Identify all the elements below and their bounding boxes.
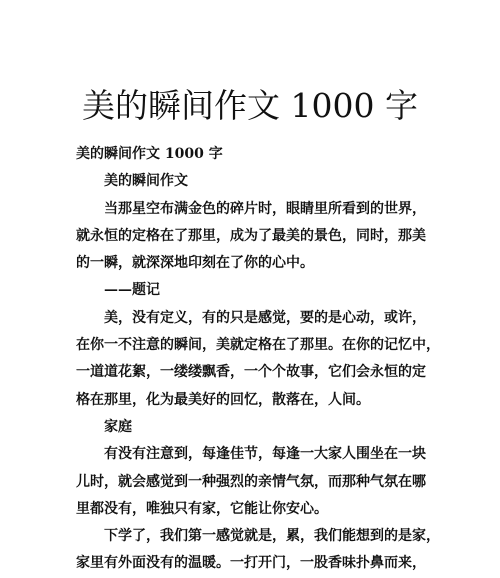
- main-title: 美的瞬间作文 1000 字: [82, 86, 418, 125]
- paragraph-line: 格在那里，化为最美好的回忆，散落在，人间。: [76, 391, 370, 408]
- document-body: [76, 141, 440, 578]
- paragraph-line: 就永恒的定格在了那里，成为了最美的景色，同时，那美: [76, 227, 426, 244]
- paragraph-line: 里都没有，唯独只有家，它能让你安心。: [76, 500, 328, 517]
- paragraph-line: 美，没有定义，有的只是感觉，要的是心动，或许，: [104, 309, 426, 326]
- paragraph-line: 的一瞬，就深深地印刻在了你的心中。: [76, 255, 314, 272]
- paragraph-line: 下学了，我们第一感觉就是，累，我们能想到的是家，: [104, 528, 440, 545]
- paragraph-line: 有没有注意到，每逢佳节，每逢一大家人围坐在一块: [104, 446, 426, 463]
- paragraph-line: 当那星空布满金色的碎片时，眼睛里所看到的世界，: [104, 200, 426, 217]
- paragraph-line: 一道道花絮，一缕缕飘香，一个个故事，它们会永恒的定: [76, 364, 426, 381]
- section-heading-family: 家庭: [104, 418, 132, 435]
- paragraph-line: 家里有外面没有的温暖。一打开门，一股香味扑鼻而来，: [76, 555, 426, 572]
- paragraph-line: 在你一不注意的瞬间，美就定格在了那里。在你的记忆中，: [76, 337, 440, 354]
- subtitle: 美的瞬间作文 1000 字: [76, 146, 223, 162]
- epigraph-attribution: ——题记: [104, 282, 160, 299]
- paragraph-line: 儿时，就会感觉到一种强烈的亲情气氛，而那种气氛在哪: [76, 473, 426, 490]
- essay-title: 美的瞬间作文: [104, 173, 188, 190]
